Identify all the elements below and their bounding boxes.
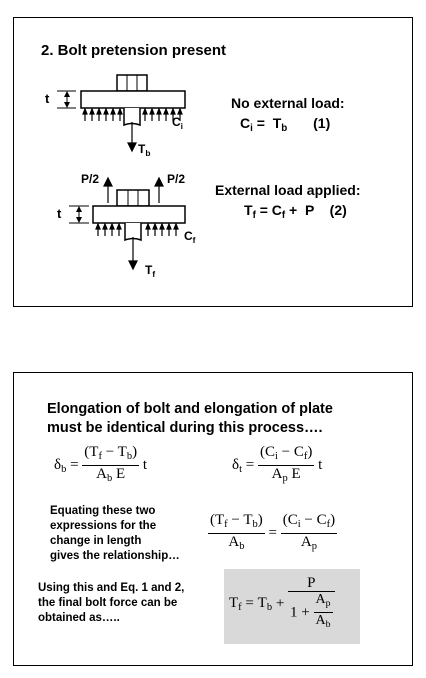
bolt-tension-label-tb: $T_b$ [138, 142, 151, 158]
bolt-elongation-equation: $\delta_b$ = $\frac{(T_f - T_b)}{A_b E}$ t [54, 444, 147, 484]
compression-label-ci: $C_i$ [172, 115, 183, 131]
equating-line-3: change in length [50, 535, 142, 547]
using-line-1: Using this and Eq. 1 and 2, [38, 582, 185, 594]
equating-line-1: Equating these two [50, 505, 156, 517]
slide-1-title: 2. Bolt pretension present [41, 42, 227, 59]
bolt-diagram-external-load [14, 18, 214, 308]
equating-text [50, 504, 180, 564]
equation-2: $T_f = C_f + P$ (2) [244, 202, 347, 221]
slide-2 [13, 372, 413, 666]
thickness-label-2: t [57, 206, 62, 221]
slide-2-heading [47, 400, 333, 438]
equating-line-4: gives the relationship… [50, 550, 180, 562]
external-load-heading: External load applied: [215, 182, 361, 198]
using-line-2: the final bolt force can be [38, 597, 178, 609]
equation-1: $C_i = T_b$ (1) [240, 115, 331, 134]
compression-label-cf: $C_f$ [184, 229, 196, 245]
plate-elongation-equation: $\delta_t$ = $\frac{(C_i - C_f)}{A_p E}$ t [232, 444, 323, 484]
p-half-right-label: P/2 [167, 172, 186, 186]
slide-1 [13, 17, 413, 307]
final-bolt-force-equation: $T_f = T_b$ + P 1 + $\frac{A_p}{A_b}$ [224, 569, 360, 644]
equating-line-2: expressions for the [50, 520, 157, 532]
p-half-left-label: P/2 [81, 172, 100, 186]
no-load-heading: No external load: [231, 95, 345, 111]
relationship-equation: $\frac{(T_f - T_b)}{A_b}$ = $\frac{(C_i - C_f)}{A_p}$ [210, 512, 336, 552]
using-text [38, 581, 184, 626]
bolt-tension-label-tf: $T_f$ [145, 263, 156, 279]
heading-line-2: must be identical during this process…. [47, 420, 323, 436]
heading-line-1: Elongation of bolt and elongation of plate [47, 401, 333, 417]
thickness-label-1: t [45, 91, 50, 106]
using-line-3: obtained as….. [38, 612, 120, 624]
